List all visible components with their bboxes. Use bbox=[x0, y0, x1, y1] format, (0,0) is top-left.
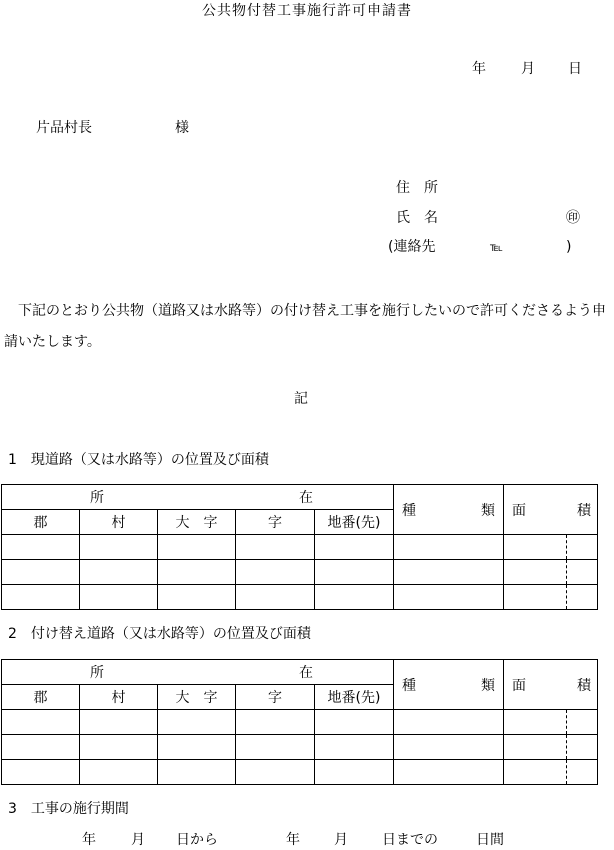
table-row bbox=[2, 710, 598, 735]
period-until: 日までの bbox=[382, 832, 438, 848]
kind-header bbox=[394, 660, 504, 710]
address-label: 住 所 bbox=[396, 180, 438, 196]
col-oaza: 大 字 bbox=[158, 685, 236, 710]
table-cell[interactable] bbox=[236, 760, 315, 785]
kind-header bbox=[394, 485, 504, 535]
table-cell[interactable] bbox=[2, 585, 80, 610]
table-cell[interactable] bbox=[394, 535, 504, 560]
table-cell[interactable] bbox=[2, 535, 80, 560]
addressee-name: 片品村長 bbox=[36, 120, 92, 136]
table-cell[interactable] bbox=[394, 710, 504, 735]
table-cell[interactable] bbox=[504, 760, 598, 785]
table-cell[interactable] bbox=[315, 585, 394, 610]
table-cell[interactable] bbox=[394, 735, 504, 760]
kind-header-right: 類 bbox=[481, 677, 496, 694]
table-cell[interactable] bbox=[236, 735, 315, 760]
table-cell[interactable] bbox=[80, 760, 158, 785]
table-cell[interactable] bbox=[504, 710, 598, 735]
area-header-left: 面 bbox=[512, 502, 527, 519]
table-cell[interactable] bbox=[504, 535, 598, 560]
location-table-2 bbox=[1, 659, 598, 785]
period-month-1: 月 bbox=[131, 832, 145, 848]
table-cell[interactable] bbox=[158, 535, 236, 560]
col-aza: 字 bbox=[236, 685, 315, 710]
col-aza: 字 bbox=[236, 510, 315, 535]
ki-heading: 記 bbox=[294, 391, 308, 407]
period-month-2: 月 bbox=[334, 832, 348, 848]
table-cell[interactable] bbox=[158, 585, 236, 610]
col-oaza: 大 字 bbox=[158, 510, 236, 535]
table-row bbox=[2, 760, 598, 785]
period-year-1: 年 bbox=[82, 832, 96, 848]
col-gun: 郡 bbox=[2, 510, 80, 535]
tel-mark: ℡ bbox=[490, 240, 503, 254]
table-row bbox=[2, 735, 598, 760]
table-row bbox=[2, 585, 598, 610]
table-cell[interactable] bbox=[158, 710, 236, 735]
table-cell[interactable] bbox=[158, 760, 236, 785]
table-cell[interactable] bbox=[394, 560, 504, 585]
kind-header-left: 種 bbox=[402, 677, 417, 694]
area-header bbox=[504, 660, 598, 710]
seal-mark: ㊞ bbox=[566, 210, 580, 226]
table-cell[interactable] bbox=[158, 560, 236, 585]
area-header bbox=[504, 485, 598, 535]
col-gun: 郡 bbox=[2, 685, 80, 710]
table-cell[interactable] bbox=[315, 535, 394, 560]
location-header-right: 在 bbox=[299, 490, 314, 506]
request-body-text bbox=[4, 296, 612, 358]
area-header-right: 積 bbox=[577, 677, 592, 694]
table-cell[interactable] bbox=[80, 735, 158, 760]
period-days: 日間 bbox=[476, 832, 504, 848]
location-header bbox=[2, 485, 394, 510]
table-cell[interactable] bbox=[315, 560, 394, 585]
table-cell[interactable] bbox=[315, 710, 394, 735]
table-cell[interactable] bbox=[315, 735, 394, 760]
date-day: 日 bbox=[568, 61, 582, 77]
area-header-left: 面 bbox=[512, 677, 527, 694]
table-cell[interactable] bbox=[236, 710, 315, 735]
table-row bbox=[2, 560, 598, 585]
contact-label: (連絡先 bbox=[388, 239, 436, 255]
section3-title: 3 工事の施行期間 bbox=[8, 801, 129, 817]
table-cell[interactable] bbox=[2, 710, 80, 735]
table-cell[interactable] bbox=[2, 735, 80, 760]
section2-title: 2 付け替え道路（又は水路等）の位置及び面積 bbox=[8, 626, 311, 642]
table-cell[interactable] bbox=[315, 760, 394, 785]
area-header-right: 積 bbox=[577, 502, 592, 519]
location-header-left: 所 bbox=[90, 490, 104, 506]
period-year-2: 年 bbox=[286, 832, 300, 848]
location-table-1 bbox=[1, 484, 598, 610]
table-row bbox=[2, 535, 598, 560]
table-cell[interactable] bbox=[80, 585, 158, 610]
table-cell[interactable] bbox=[394, 585, 504, 610]
col-chiban: 地番(先) bbox=[315, 510, 394, 535]
kind-header-left: 種 bbox=[402, 502, 417, 519]
period-from: 日から bbox=[176, 832, 218, 848]
location-header-right: 在 bbox=[299, 665, 314, 681]
document-title: 公共物付替工事施行許可申請書 bbox=[202, 3, 412, 19]
table-cell[interactable] bbox=[236, 535, 315, 560]
table-cell[interactable] bbox=[158, 735, 236, 760]
table-cell[interactable] bbox=[394, 760, 504, 785]
table-cell[interactable] bbox=[80, 535, 158, 560]
table-cell[interactable] bbox=[504, 560, 598, 585]
table-cell[interactable] bbox=[2, 760, 80, 785]
col-chiban: 地番(先) bbox=[315, 685, 394, 710]
table-cell[interactable] bbox=[80, 710, 158, 735]
table-cell[interactable] bbox=[504, 735, 598, 760]
table-cell[interactable] bbox=[504, 585, 598, 610]
name-label: 氏 名 bbox=[396, 210, 438, 226]
table-cell[interactable] bbox=[80, 560, 158, 585]
table-cell[interactable] bbox=[2, 560, 80, 585]
date-month: 月 bbox=[521, 61, 535, 77]
contact-close: ) bbox=[566, 239, 572, 255]
location-header bbox=[2, 660, 394, 685]
addressee-honorific: 様 bbox=[175, 120, 189, 136]
kind-header-right: 類 bbox=[481, 502, 496, 519]
date-year: 年 bbox=[472, 61, 486, 77]
table-cell[interactable] bbox=[236, 560, 315, 585]
location-header-left: 所 bbox=[90, 665, 104, 681]
section1-title: 1 現道路（又は水路等）の位置及び面積 bbox=[8, 452, 269, 468]
col-mura: 村 bbox=[80, 510, 158, 535]
request-body-sentence: 下記のとおり公共物（道路又は水路等）の付け替え工事を施行したいので許可くださるよう申請いたします。 bbox=[4, 303, 606, 350]
col-mura: 村 bbox=[80, 685, 158, 710]
table-cell[interactable] bbox=[236, 585, 315, 610]
